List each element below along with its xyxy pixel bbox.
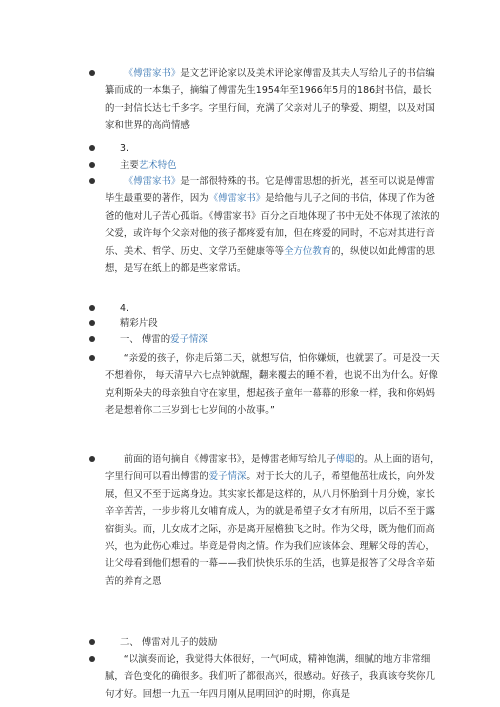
text-run: 。对于长大的儿子，希望他茁壮成长，向外发展，但又不至于远离身边。其实家长都是这样的，从八月怀胎到十月分娩，家长辛辛苦苦，一步步将儿女哺育成人，为的就是希望子女才有所用，以后不至于露宿街头。而，儿女成才之际，亦是离开屋檐独飞之时。作为父母，既为他们而高兴，也为此伤心难过。毕竟是骨肉之情。作为我们应该体会、理解父母的苦心，让父母看到他们想看的一幕——我们快快乐乐的生活，也算是报答了父母含辛茹苦的养育之恩 <box>105 471 435 587</box>
text-run: 一、 傅雷的 <box>120 334 171 345</box>
bullet-icon <box>89 70 95 76</box>
bullet-icon <box>89 145 95 151</box>
bullet-icon <box>89 336 95 342</box>
inline-link[interactable]: 《傅雷家书》 <box>123 68 181 79</box>
paragraph-text <box>105 634 455 651</box>
text-run: 前面的语句摘自《傅雷家书》，是傅雷老师写给儿子 <box>123 454 336 465</box>
paragraph-text <box>105 157 455 174</box>
text-run: 4. <box>120 303 130 314</box>
paragraph-text <box>105 65 440 135</box>
inline-link[interactable]: 傅聪 <box>335 454 355 465</box>
bullet-icon <box>89 305 95 311</box>
bullet-icon <box>89 178 95 184</box>
inline-link[interactable]: 爱子情深 <box>170 334 208 345</box>
inline-link[interactable]: 全方位教育 <box>284 245 332 257</box>
text-run: 是文艺评论家以及美术评论家傅雷及其夫人写给儿子的书信编纂而成的一本集子，摘编了傅雷先生1954年至1966年5月的186封书信，最长的一封信长达七千多字。字里行间，充满了父亲对儿子的挚爱、期望，以及对国家和世界的高尚情感 <box>105 68 435 132</box>
paragraph-text <box>105 173 440 277</box>
text-run: 是给他与儿子之间的书信，体现了作为爸爸的他对儿子苦心孤诣。《傅雷家书》百分之百地体现了书中无处不体现了浓浓的父爱，或许每个父亲对他的孩子都疼爱有加，但在疼爱的同时，不忘对其进行音乐、美术、哲学、历史、文学乃至健康等等 <box>105 193 440 257</box>
paragraph-text <box>105 315 455 332</box>
bullet-icon <box>89 656 95 662</box>
bullet-icon <box>89 162 95 168</box>
bullet-icon <box>89 456 95 462</box>
paragraph-text <box>105 451 440 590</box>
bullet-icon <box>89 355 95 361</box>
bullet-icon <box>89 639 95 645</box>
text-run: 精彩片段 <box>120 318 158 329</box>
text-run: 是一部很特殊的书。它是傅雷思想的折光，甚至可以说是傅雷毕生最重要的著作，因为 <box>105 176 435 205</box>
paragraph-text <box>105 331 455 348</box>
text-run: 3. <box>120 143 130 154</box>
text-run: 的，纵使以如此傅雷的思想，是写在纸上的都是些家常话。 <box>105 245 435 275</box>
bullet-icon <box>89 320 95 326</box>
text-run: “亲爱的孩子，你走后第二天，就想写信，怕你嫌烦，也就罢了。可是没一天不想着你， 每天清早六七点钟就醒，翻来覆去的睡不着，也说不出为什么。好像克利斯朵夫的母亲独自守在家里，想起孩子童年一幕幕的形象一样，我和你妈妈老是想着你二三岁到七七岁间的小故事。” <box>105 353 440 417</box>
text-run: 二、 傅雷对儿子的鼓励 <box>120 637 218 648</box>
text-run: 的。从上面的语句，字里行间可以看出傅雷的 <box>105 454 440 483</box>
paragraph-text <box>105 350 440 420</box>
text-run: 主要 <box>120 160 139 171</box>
paragraph-text <box>105 651 440 703</box>
inline-link[interactable]: 艺术特色 <box>138 160 177 171</box>
inline-link[interactable]: 《傅雷家书》 <box>208 193 266 205</box>
inline-link[interactable]: 《傅雷家书》 <box>123 176 181 187</box>
text-run: “以演奏而论，我觉得大体很好，一气呵成，精神饱满，细腻的地方非常细腻，音色变化的确很多。我们听了都很高兴，很感动。好孩子，我真该夸奖你几句才好。回想一九五一年四月刚从昆明回沪的时期，你真是 <box>105 654 435 700</box>
paragraph-text <box>105 140 455 157</box>
inline-link[interactable]: 爱子情深 <box>208 471 247 483</box>
